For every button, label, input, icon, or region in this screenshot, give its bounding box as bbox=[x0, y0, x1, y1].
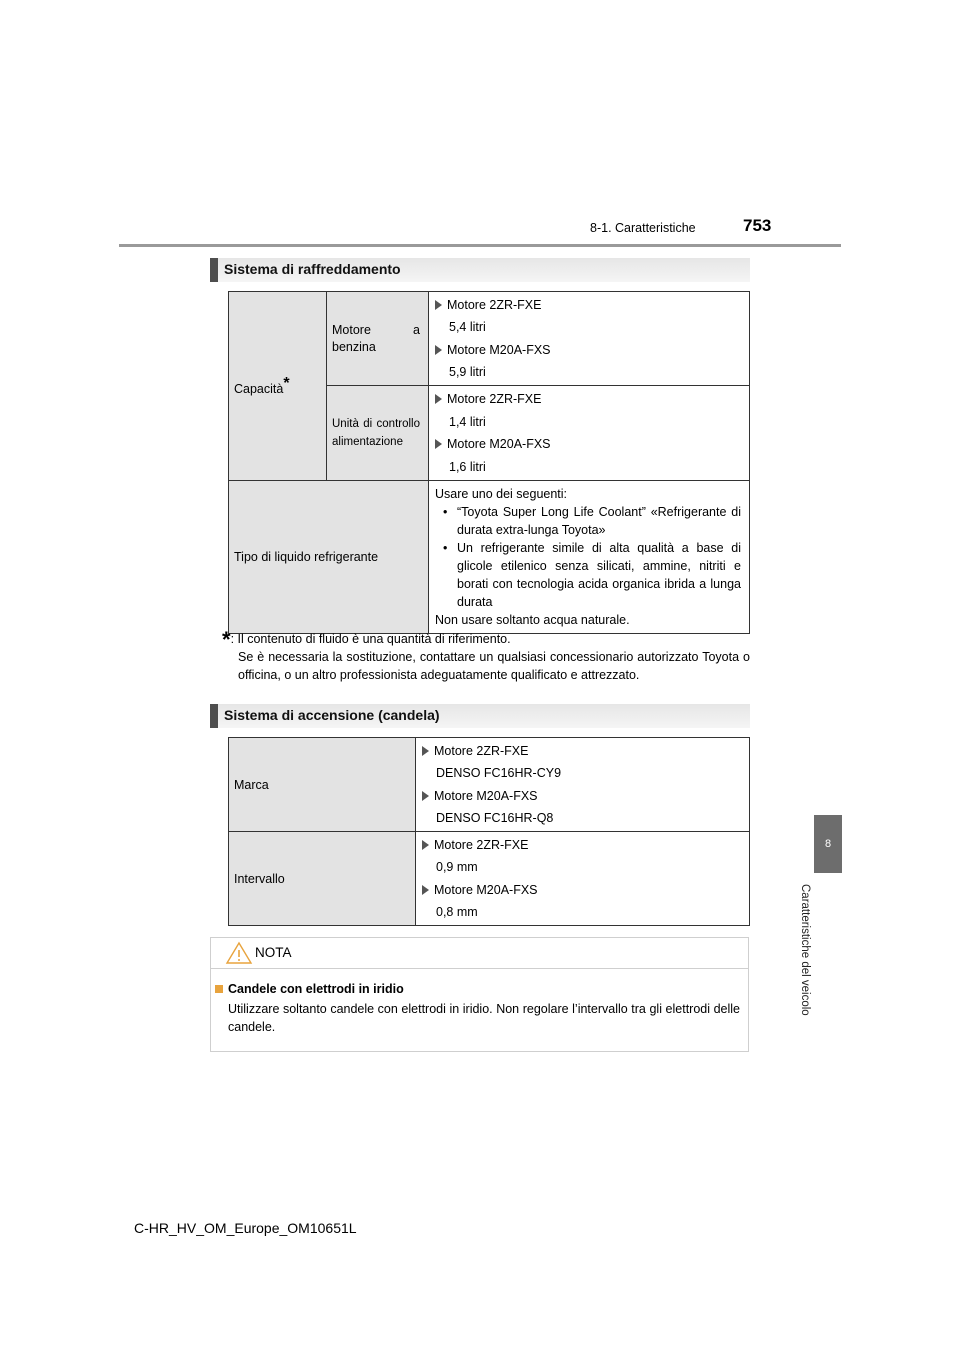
footnote-line1: : Il contenuto di fluido è una quantità di riferimento. bbox=[230, 632, 511, 646]
triangle-bullet-icon bbox=[435, 394, 442, 404]
cooling-table bbox=[228, 291, 750, 634]
cooling-section-title: Sistema di raffreddamento bbox=[224, 261, 401, 277]
capacity-label-cell bbox=[229, 292, 327, 481]
list-item: 5,4 litri bbox=[449, 320, 486, 334]
triangle-bullet-icon bbox=[422, 885, 429, 895]
gap-label: Intervallo bbox=[234, 871, 285, 886]
list-item: Motore M20A-FXS bbox=[422, 879, 749, 902]
pcu-values bbox=[429, 386, 750, 481]
list-item: • “Toyota Super Long Life Coolant” «Refrigerante di durata extra-lunga Toyota» bbox=[443, 505, 741, 537]
note-subtitle: Candele con elettrodi in iridio bbox=[228, 982, 404, 996]
footnote-line2: Se è necessaria la sostituzione, contattare un qualsiasi concessionario autorizzato Toyota o officina, o un altro professionista adeguatamente qualificato e attrezzato. bbox=[238, 650, 750, 682]
triangle-bullet-icon bbox=[422, 746, 429, 756]
document-code: C-HR_HV_OM_Europe_OM10651L bbox=[134, 1220, 357, 1236]
note-subtitle-row bbox=[215, 982, 404, 996]
note-header bbox=[211, 938, 748, 969]
list-item: 0,9 mm bbox=[436, 860, 478, 874]
list-item: Motore 2ZR-FXE bbox=[435, 294, 749, 317]
triangle-bullet-icon bbox=[435, 300, 442, 310]
gasoline-values bbox=[429, 292, 750, 386]
dot-bullet-icon: • bbox=[443, 541, 448, 555]
coolant-intro: Usare uno dei seguenti: bbox=[435, 487, 568, 501]
list-item: DENSO FC16HR-Q8 bbox=[436, 811, 554, 825]
triangle-bullet-icon bbox=[422, 840, 429, 850]
coolant-label: Tipo di liquido refrigerante bbox=[234, 550, 379, 564]
cooling-section-heading bbox=[210, 258, 750, 282]
brand-values bbox=[416, 738, 750, 832]
coolant-values bbox=[429, 481, 750, 634]
coolant-label-cell bbox=[229, 481, 429, 634]
pcu-label-cell bbox=[327, 386, 429, 481]
ignition-table bbox=[228, 737, 750, 926]
list-item: 1,6 litri bbox=[449, 459, 486, 474]
triangle-bullet-icon bbox=[435, 345, 442, 355]
header-divider bbox=[119, 244, 841, 247]
section-title: 8-1. Caratteristiche bbox=[590, 221, 696, 235]
note-heading: NOTA bbox=[255, 945, 292, 960]
dot-bullet-icon: • bbox=[443, 505, 448, 519]
list-item: DENSO FC16HR-CY9 bbox=[436, 766, 562, 780]
gap-label-cell bbox=[229, 832, 416, 926]
list-item: Motore M20A-FXS bbox=[435, 433, 749, 456]
list-item: Motore 2ZR-FXE bbox=[422, 834, 749, 857]
warning-triangle-icon bbox=[225, 941, 253, 965]
list-item: 1,4 litri bbox=[449, 414, 486, 429]
list-item: Motore 2ZR-FXE bbox=[435, 388, 749, 411]
ignition-section-heading bbox=[210, 704, 750, 728]
gap-values bbox=[416, 832, 750, 926]
page-number: 753 bbox=[743, 216, 772, 235]
gasoline-label: Motore a benzina bbox=[332, 322, 420, 354]
footnote-marker: * bbox=[222, 627, 231, 652]
footnote bbox=[222, 627, 750, 684]
chapter-title: Caratteristiche del veicolo bbox=[799, 884, 811, 1016]
triangle-bullet-icon bbox=[435, 439, 442, 449]
capacity-asterisk: * bbox=[283, 375, 290, 393]
list-item: Motore M20A-FXS bbox=[422, 785, 749, 808]
list-item: Motore M20A-FXS bbox=[435, 339, 749, 362]
list-item: Motore 2ZR-FXE bbox=[422, 740, 749, 763]
list-item: 5,9 litri bbox=[449, 365, 486, 379]
list-item: 0,8 mm bbox=[436, 905, 478, 919]
brand-label: Marca bbox=[234, 777, 269, 792]
brand-label-cell bbox=[229, 738, 416, 832]
ignition-section-title: Sistema di accensione (candela) bbox=[224, 707, 440, 723]
pcu-label: Unità di controllo alimentazione bbox=[332, 418, 420, 448]
square-bullet-icon bbox=[215, 985, 223, 993]
coolant-outro: Non usare soltanto acqua naturale. bbox=[435, 613, 630, 627]
capacity-label: Capacità bbox=[234, 382, 284, 397]
note-box bbox=[210, 937, 749, 1052]
chapter-tab: 8 bbox=[814, 815, 842, 873]
gasoline-label-cell bbox=[327, 292, 429, 386]
triangle-bullet-icon bbox=[422, 791, 429, 801]
list-item: • Un refrigerante simile di alta qualità a base di glicole etilenico senza silicati, ammine, nitriti e borati con tecnologia acida organica ibrida a lunga durata bbox=[443, 541, 741, 609]
note-text: Utilizzare soltanto candele con elettrodi in iridio. Non regolare l’intervallo tra gli elettrodi delle candele. bbox=[228, 1002, 740, 1034]
